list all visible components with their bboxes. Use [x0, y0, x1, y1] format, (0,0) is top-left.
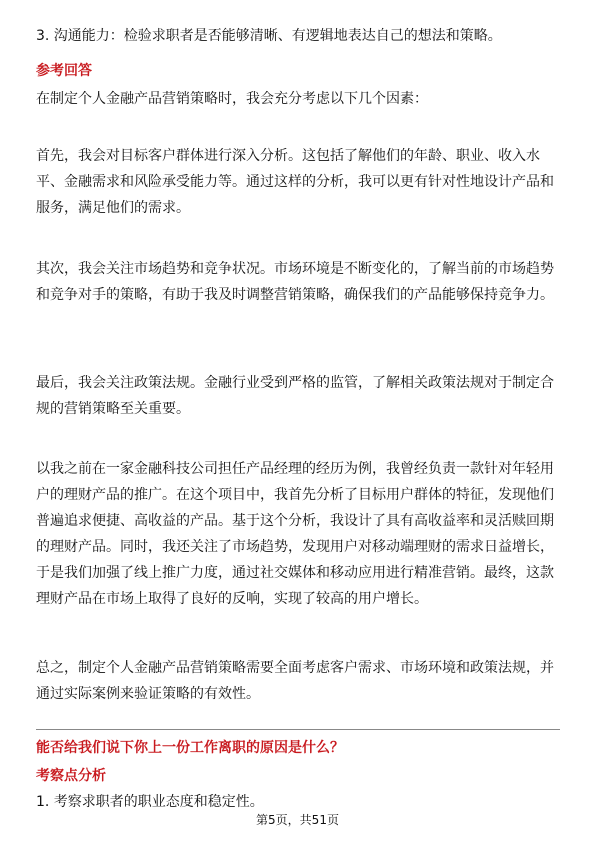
answer-paragraph-5: 总之，制定个人金融产品营销策略需要全面考虑客户需求、市场环境和政策法规，并通过实际案例来验证策略的有效性。 [36, 660, 554, 702]
next-question-title: 能否给我们说下你上一份工作离职的原因是什么？ [36, 740, 344, 756]
answer-paragraph-1: 首先，我会对目标客户群体进行深入分析。这包括了解他们的年龄、职业、收入水平、金融需求和风险承受能力等。通过这样的分析，我可以更有针对性地设计产品和服务，满足他们的需求。 [36, 148, 554, 216]
question-point-3: 3. 沟通能力：检验求职者是否能够清晰、有逻辑地表达自己的想法和策略。 [36, 28, 502, 44]
page-number: 第5页，共51页 [256, 813, 339, 827]
answer-heading: 参考回答 [36, 63, 92, 79]
answer-paragraph-3: 最后，我会关注政策法规。金融行业受到严格的监管，了解相关政策法规对于制定合规的营销策略至关重要。 [36, 375, 554, 417]
analysis-point-1: 1. 考察求职者的职业态度和稳定性。 [36, 794, 264, 810]
answer-paragraph-4: 以我之前在一家金融科技公司担任产品经理的经历为例，我曾经负责一款针对年轻用户的理财产品的推广。在这个项目中，我首先分析了目标用户群体的特征，发现他们普遍追求便捷、高收益的产品。基于这个分析，我设计了具有高收益率和灵活赎回期的理财产品。同时，我还关注了市场趋势，发现用户对移动端理财的需求日益增长，于是我们加强了线上推广力度，通过社交媒体和移动应用进行精准营销。最终，这款理财产品在市场上取得了良好的反响，实现了较高的用户增长。 [36, 461, 554, 607]
answer-paragraph-2: 其次，我会关注市场趋势和竞争状况。市场环境是不断变化的，了解当前的市场趋势和竞争对手的策略，有助于我及时调整营销策略，确保我们的产品能够保持竞争力。 [36, 261, 554, 303]
analysis-heading: 考察点分析 [36, 768, 106, 784]
answer-intro: 在制定个人金融产品营销策略时，我会充分考虑以下几个因素： [36, 91, 428, 107]
section-divider [36, 729, 560, 730]
